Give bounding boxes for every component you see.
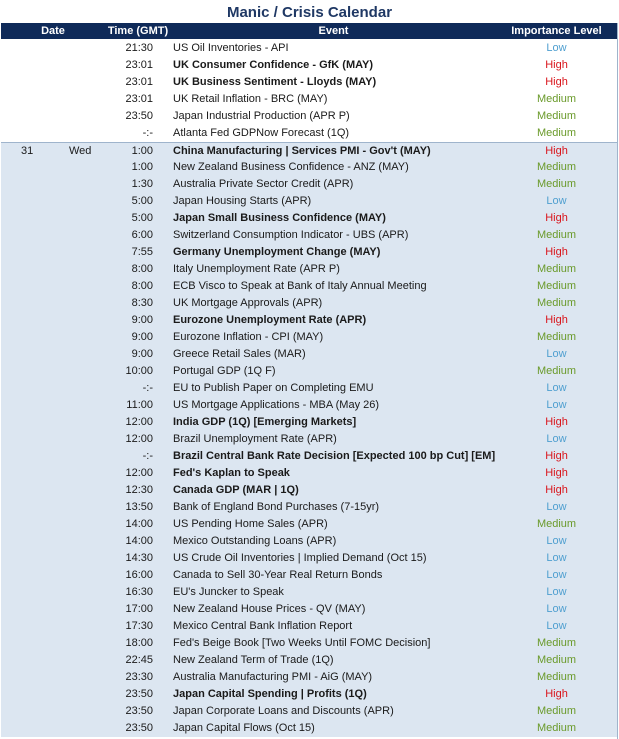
- row-time: 17:00: [125, 603, 153, 615]
- row-time: 13:50: [125, 501, 153, 513]
- header-importance: Importance Level: [511, 25, 602, 37]
- row-event: New Zealand Term of Trade (1Q): [173, 654, 334, 666]
- table-row: [1, 193, 617, 210]
- row-time: -:-: [142, 382, 153, 394]
- table-row: [1, 91, 617, 108]
- row-event: Bank of England Bond Purchases (7-15yr): [173, 501, 380, 513]
- table-right-border: [617, 23, 618, 739]
- row-time: 6:00: [131, 229, 153, 241]
- table-row: [1, 533, 617, 550]
- table-row: [1, 227, 617, 244]
- row-importance: Medium: [536, 280, 577, 292]
- row-importance: Medium: [536, 263, 577, 275]
- row-importance: Low: [546, 382, 567, 394]
- row-time: 14:30: [125, 552, 153, 564]
- row-event: UK Consumer Confidence - GfK (MAY): [173, 59, 374, 71]
- row-time: 8:30: [131, 297, 153, 309]
- table-row: [1, 703, 617, 720]
- row-importance: Low: [546, 433, 567, 445]
- table-row: [1, 397, 617, 414]
- row-time: 12:00: [125, 467, 153, 479]
- row-importance: High: [545, 59, 568, 71]
- row-time: -:-: [142, 450, 153, 462]
- row-time: 16:00: [125, 569, 153, 581]
- table-row: [1, 363, 617, 380]
- row-time: 23:01: [125, 93, 153, 105]
- row-importance: Low: [546, 399, 567, 411]
- table-row: [1, 125, 617, 142]
- table-row: [1, 74, 617, 91]
- row-importance: High: [545, 688, 568, 700]
- header-event: Event: [318, 25, 349, 37]
- row-importance: Medium: [536, 722, 577, 734]
- row-importance: High: [545, 212, 568, 224]
- row-importance: Medium: [536, 637, 577, 649]
- row-importance: High: [545, 450, 568, 462]
- row-importance: Medium: [536, 297, 577, 309]
- row-time: 9:00: [131, 331, 153, 343]
- row-importance: High: [545, 484, 568, 496]
- row-time: 8:00: [131, 263, 153, 275]
- table-row: [1, 108, 617, 125]
- table-row: [1, 159, 617, 176]
- table-row: [1, 176, 617, 193]
- row-time: 23:50: [125, 110, 153, 122]
- row-event: US Oil Inventories - API: [173, 42, 289, 54]
- row-time: 14:00: [125, 535, 153, 547]
- row-time: 9:00: [131, 314, 153, 326]
- row-importance: Low: [546, 535, 567, 547]
- row-importance: Low: [546, 195, 567, 207]
- row-time: 23:01: [125, 76, 153, 88]
- row-importance: Low: [546, 552, 567, 564]
- row-event: EU's Juncker to Speak: [173, 586, 284, 598]
- table-header: [1, 23, 617, 39]
- row-event: US Crude Oil Inventories | Implied Demand (Oct 15): [173, 552, 427, 564]
- row-weekday: Wed: [69, 145, 92, 157]
- row-event: Greece Retail Sales (MAR): [173, 348, 306, 360]
- row-time: 1:30: [131, 178, 153, 190]
- row-event: China Manufacturing | Services PMI - Gov't (MAY): [173, 145, 431, 157]
- row-event: UK Mortgage Approvals (APR): [173, 297, 323, 309]
- row-event: Portugal GDP (1Q F): [173, 365, 276, 377]
- row-time: 23:50: [125, 722, 153, 734]
- table-row: [1, 669, 617, 686]
- row-time: 14:00: [125, 518, 153, 530]
- row-event: US Mortgage Applications - MBA (May 26): [173, 399, 380, 411]
- table-row: [1, 635, 617, 652]
- row-time: 23:01: [125, 59, 153, 71]
- table-row: [1, 482, 617, 499]
- table-row: [1, 346, 617, 363]
- row-importance: Low: [546, 603, 567, 615]
- table-row: [1, 278, 617, 295]
- table-row: [1, 329, 617, 346]
- header-time: Time (GMT): [107, 25, 169, 37]
- row-importance: High: [545, 76, 568, 88]
- table-row: [1, 448, 617, 465]
- row-time: 12:00: [125, 433, 153, 445]
- row-time: 11:00: [126, 399, 153, 411]
- row-importance: Low: [546, 620, 567, 632]
- table-row: [1, 40, 617, 57]
- row-time: 1:00: [131, 161, 153, 173]
- row-event: UK Retail Inflation - BRC (MAY): [173, 93, 328, 105]
- row-importance: Low: [546, 569, 567, 581]
- table-row: [1, 312, 617, 329]
- calendar-title: Manic / Crisis Calendar: [226, 4, 393, 21]
- row-importance: High: [545, 416, 568, 428]
- row-importance: Medium: [536, 127, 577, 139]
- table-row: [1, 516, 617, 533]
- row-event: Germany Unemployment Change (MAY): [173, 246, 381, 258]
- row-time: 5:00: [131, 195, 153, 207]
- row-importance: Medium: [536, 93, 577, 105]
- row-importance: Medium: [536, 178, 577, 190]
- row-importance: Medium: [536, 365, 577, 377]
- row-event: Japan Capital Spending | Profits (1Q): [173, 688, 367, 700]
- table-row: [1, 499, 617, 516]
- table-row: [1, 210, 617, 227]
- row-importance: Low: [546, 501, 567, 513]
- row-importance: Medium: [536, 331, 577, 343]
- row-importance: Medium: [536, 110, 577, 122]
- row-importance: Medium: [536, 229, 577, 241]
- row-event: Brazil Central Bank Rate Decision [Expected 100 bp Cut] [EM]: [173, 450, 495, 462]
- row-event: Eurozone Unemployment Rate (APR): [173, 314, 367, 326]
- row-time: 16:30: [125, 586, 153, 598]
- row-time: 7:55: [131, 246, 153, 258]
- row-event: New Zealand Business Confidence - ANZ (MAY): [173, 161, 409, 173]
- row-event: Canada to Sell 30-Year Real Return Bonds: [173, 569, 383, 581]
- table-row: [1, 686, 617, 703]
- row-event: Japan Corporate Loans and Discounts (APR): [173, 705, 394, 717]
- row-event: Japan Housing Starts (APR): [173, 195, 312, 207]
- table-row: [1, 431, 617, 448]
- row-time: 23:30: [125, 671, 153, 683]
- row-event: Japan Industrial Production (APR P): [173, 110, 350, 122]
- row-time: 10:00: [125, 365, 153, 377]
- row-importance: Medium: [536, 161, 577, 173]
- row-importance: Low: [546, 42, 567, 54]
- row-importance: High: [545, 314, 568, 326]
- table-row: [1, 57, 617, 74]
- table-row: [1, 652, 617, 669]
- row-event: New Zealand House Prices - QV (MAY): [173, 603, 366, 615]
- table-row: [1, 142, 617, 159]
- row-event: Fed's Beige Book [Two Weeks Until FOMC Decision]: [173, 637, 431, 649]
- row-importance: High: [545, 467, 568, 479]
- table-row: [1, 465, 617, 482]
- table-row: [1, 720, 617, 737]
- row-event: Canada GDP (MAR | 1Q): [173, 484, 299, 496]
- row-time: 23:50: [125, 705, 153, 717]
- row-event: US Pending Home Sales (APR): [173, 518, 328, 530]
- row-importance: High: [545, 246, 568, 258]
- row-time: 12:00: [125, 416, 153, 428]
- row-time: 18:00: [125, 637, 153, 649]
- row-importance: Low: [546, 348, 567, 360]
- table-row: [1, 261, 617, 278]
- row-time: 21:30: [125, 42, 153, 54]
- row-event: Italy Unemployment Rate (APR P): [173, 263, 340, 275]
- row-event: Brazil Unemployment Rate (APR): [173, 433, 337, 445]
- row-event: Eurozone Inflation - CPI (MAY): [173, 331, 324, 343]
- table-row: [1, 567, 617, 584]
- row-time: 12:30: [125, 484, 153, 496]
- row-importance: Medium: [536, 705, 577, 717]
- table-row: [1, 295, 617, 312]
- row-event: Mexico Central Bank Inflation Report: [173, 620, 353, 632]
- row-time: 17:30: [125, 620, 153, 632]
- row-importance: Medium: [536, 518, 577, 530]
- row-time: 23:50: [125, 688, 153, 700]
- table-row: [1, 618, 617, 635]
- calendar-table: [1, 40, 617, 737]
- row-time: 8:00: [131, 280, 153, 292]
- row-importance: Low: [546, 586, 567, 598]
- row-event: India GDP (1Q) [Emerging Markets]: [173, 416, 357, 428]
- row-time: 1:00: [131, 145, 153, 157]
- table-row: [1, 601, 617, 618]
- table-row: [1, 244, 617, 261]
- row-time: -:-: [142, 127, 153, 139]
- row-event: Switzerland Consumption Indicator - UBS (APR): [173, 229, 409, 241]
- row-time: 5:00: [131, 212, 153, 224]
- row-event: Mexico Outstanding Loans (APR): [173, 535, 337, 547]
- row-event: Japan Capital Flows (Oct 15): [173, 722, 315, 734]
- row-event: Australia Manufacturing PMI - AiG (MAY): [173, 671, 373, 683]
- row-importance: Medium: [536, 654, 577, 666]
- row-event: UK Business Sentiment - Lloyds (MAY): [173, 76, 377, 88]
- row-event: ECB Visco to Speak at Bank of Italy Annual Meeting: [173, 280, 427, 292]
- row-event: Australia Private Sector Credit (APR): [173, 178, 354, 190]
- row-event: Atlanta Fed GDPNow Forecast (1Q): [173, 127, 350, 139]
- row-importance: High: [545, 145, 568, 157]
- row-event: EU to Publish Paper on Completing EMU: [173, 382, 374, 394]
- header-date: Date: [41, 25, 65, 37]
- table-row: [1, 414, 617, 431]
- row-time: 22:45: [125, 654, 153, 666]
- table-row: [1, 584, 617, 601]
- table-row: [1, 380, 617, 397]
- row-day: 31: [21, 145, 34, 157]
- row-event: Fed's Kaplan to Speak: [173, 467, 290, 479]
- row-event: Japan Small Business Confidence (MAY): [173, 212, 386, 224]
- table-row: [1, 550, 617, 567]
- row-time: 9:00: [131, 348, 153, 360]
- row-importance: Medium: [536, 671, 577, 683]
